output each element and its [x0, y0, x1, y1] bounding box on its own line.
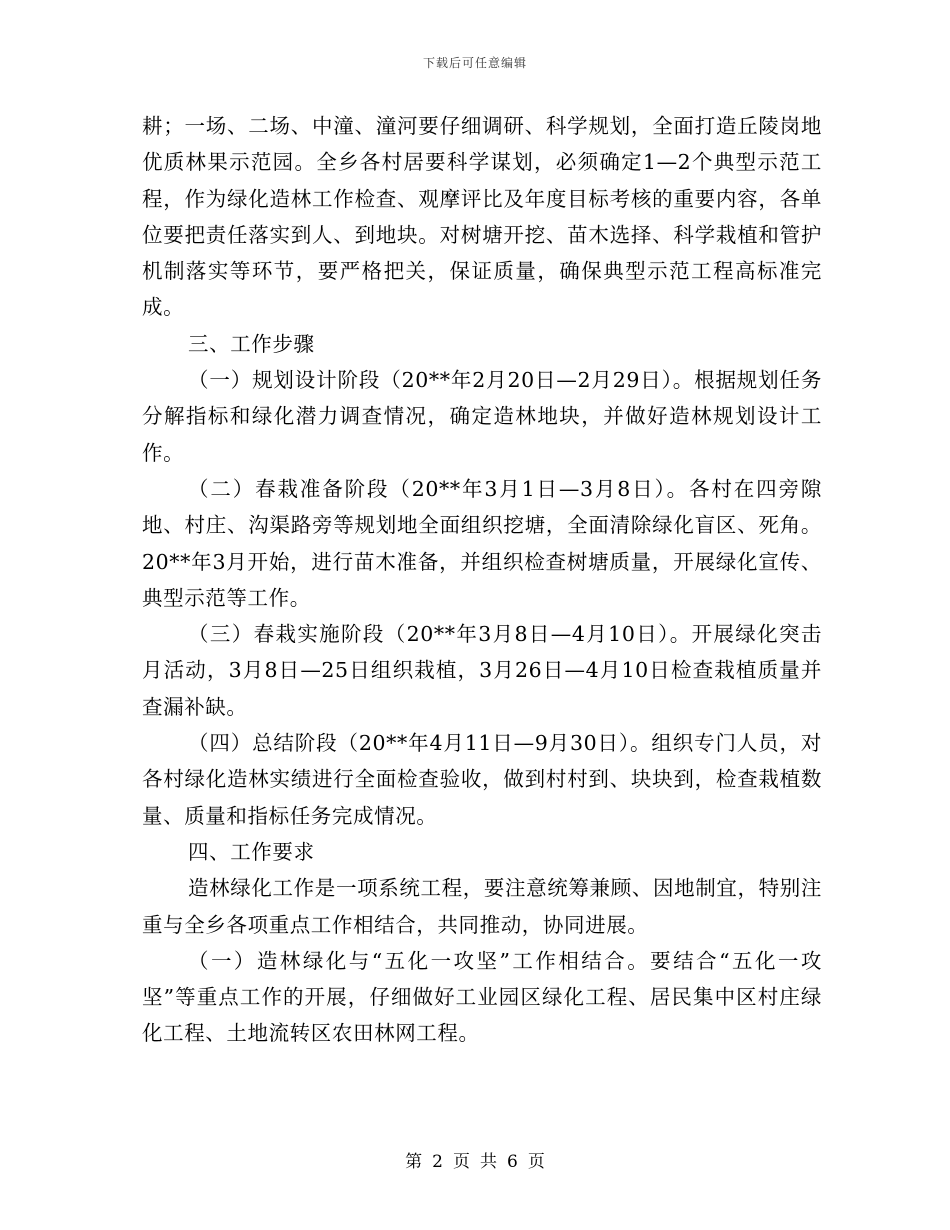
paragraph-step-3: （三）春栽实施阶段（20**年3月8日—4月10日）。开展绿化突击月活动，3月8日—25日组织栽植，3月26日—4月10日检查栽植质量并查漏补缺。 — [142, 622, 822, 719]
paragraph-step-2: （二）春栽准备阶段（20**年3月1日—3月8日）。各村在四旁隙地、村庄、沟渠路旁等规划地全面组织挖塘，全面清除绿化盲区、死角。20**年3月开始，进行苗木准备，并组织检查树塘质量，开展绿化宣传、典型示范等工作。 — [142, 476, 822, 610]
footer-total-word: 共 — [480, 1152, 497, 1172]
paragraph-step-1: （一）规划设计阶段（20**年2月20日—2月29日）。根据规划任务分解指标和绿化潜力调查情况，确定造林地块，并做好造林规划设计工作。 — [142, 368, 822, 465]
footer-page-word: 页 — [453, 1152, 470, 1172]
paragraph-1: 耕；一场、二场、中潼、潼河要仔细调研、科学规划，全面打造丘陵岗地优质林果示范园。全乡各村居要科学谋划，必须确定1—2个典型示范工程，作为绿化造林工作检查、观摩评比及年度目标考核的重要内容，各单位要把责任落实到人、到地块。对树塘开挖、苗木选择、科学栽植和管护机制落实等环节，要严格把关，保证质量，确保典型示范工程高标准完成。 — [142, 114, 822, 320]
page-footer — [0, 1147, 950, 1172]
footer-suffix: 页 — [527, 1152, 545, 1172]
document-body — [142, 108, 822, 1052]
page-header: 下载后可任意编辑 — [422, 56, 527, 70]
section-heading-requirements: 四、工作要求 — [188, 839, 315, 864]
paragraph-requirement-1: （一）造林绿化与“五化一攻坚”工作相结合。要结合“五化一攻坚”等重点工作的开展，仔细做好工业园区绿化工程、居民集中区村庄绿化工程、土地流转区农田林网工程。 — [142, 948, 822, 1046]
paragraph-step-4: （四）总结阶段（20**年4月11日—9月30日）。组织专门人员，对各村绿化造林实绩进行全面检查验收，做到村村到、块块到，检查栽植数量、质量和指标任务完成情况。 — [142, 731, 822, 828]
footer-current-page: 2 — [432, 1152, 443, 1172]
paragraph-requirements-intro: 造林绿化工作是一项系统工程，要注意统筹兼顾、因地制宜，特别注重与全乡各项重点工作相结合，共同推动，协同进展。 — [142, 876, 822, 937]
footer-prefix: 第 — [405, 1152, 423, 1172]
footer-total-pages: 6 — [507, 1152, 518, 1172]
section-heading-steps: 三、工作步骤 — [188, 331, 315, 356]
